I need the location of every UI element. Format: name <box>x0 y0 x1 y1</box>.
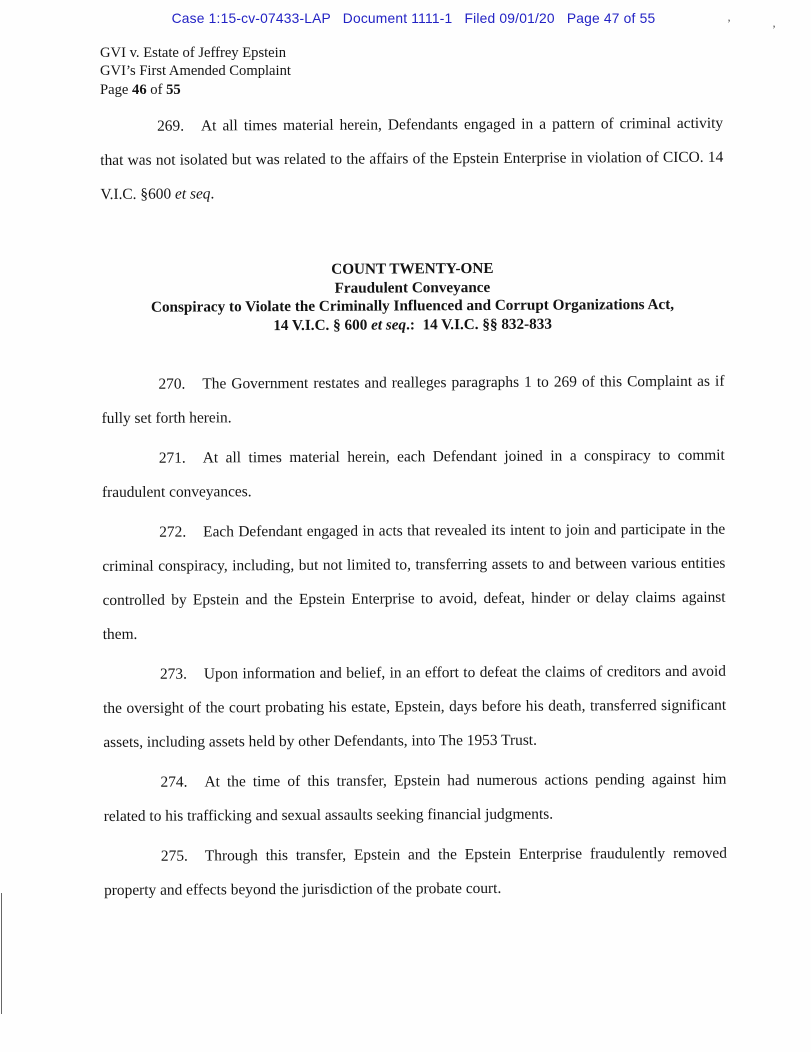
paragraph-text: At the time of this transfer, Epstein had numerous actions pending against him related to his trafficking and sexual assaults seeking financial judgments. <box>103 771 727 826</box>
count-subtitle: Fraudulent Conveyance <box>334 278 491 297</box>
count-statute-line <box>101 315 724 337</box>
paragraph-269 <box>100 107 724 212</box>
count-title: COUNT TWENTY-ONE <box>331 259 494 278</box>
paragraph-number: 274. <box>160 773 188 792</box>
page-number: 46 <box>132 81 147 98</box>
paragraph-270 <box>101 365 724 436</box>
page-label-prefix: Page <box>100 81 133 98</box>
paragraph-number: 273. <box>159 665 187 684</box>
page-total: 55 <box>166 81 181 98</box>
document-header <box>100 44 291 99</box>
scan-speck: ’ <box>772 22 776 36</box>
paragraph-text: Through this transfer, Epstein and the Epstein Enterprise fraudulently removed property and effects beyond the jurisdiction of the probate court. <box>104 845 727 900</box>
count-description: Conspiracy to Violate the Criminally Influenced and Corrupt Organizations Act, <box>150 296 675 316</box>
page-number-line <box>100 81 291 99</box>
statute-text: 14 V.I.C. § 600 <box>273 316 372 334</box>
ecf-header-stamp: Case 1:15-cv-07433-LAP Document 1111-1 Filed 09/01/20 Page 47 of 55 <box>171 11 656 26</box>
case-caption-line: GVI v. Estate of Jeffrey Epstein <box>100 45 287 61</box>
paragraph-text: At all times material herein, each Defendant joined in a conspiracy to commit fraudulent conveyances. <box>101 447 725 502</box>
paragraph-271 <box>102 439 725 510</box>
document-body <box>100 107 727 909</box>
paragraph-number: 270. <box>158 375 186 394</box>
paragraph-274 <box>103 763 726 834</box>
page-label-of: of <box>146 81 167 98</box>
paragraph-text: Each Defendant engaged in acts that revealed its intent to join and participate in the criminal conspiracy, including, but not limited to, transferring assets to and between various entities controlled by Epstein and the Epstein Enterprise to avoid, defeat, hinder or delay claims against them. <box>102 521 726 644</box>
paragraph-text: The Government restates and realleges paragraphs 1 to 269 of this Complaint as if fully set forth herein. <box>101 373 725 428</box>
paragraph-text: . <box>210 185 215 203</box>
paragraph-text: Upon information and belief, in an effort to defeat the claims of creditors and avoid the oversight of the court probating his estate, Epstein, days before his death, transferred significant assets, including assets held by other Defendants, into The 1953 Trust. <box>103 663 727 752</box>
latin-phrase: et seq <box>371 316 407 334</box>
paragraph-number: 271. <box>158 449 186 468</box>
scan-speck: ’ <box>727 16 731 30</box>
paragraph-273 <box>103 655 727 760</box>
count-heading <box>101 259 724 337</box>
paragraph-number: 272. <box>159 523 187 542</box>
scan-edge-artifact <box>1 893 2 1014</box>
statute-text: .: 14 V.I.C. §§ 832-833 <box>406 315 552 334</box>
paragraph-number: 275. <box>160 847 188 866</box>
paragraph-272 <box>102 513 726 652</box>
paragraph-text: At all times material herein, Defendants engaged in a pattern of criminal activity that was not isolated but was related to the affairs of the Epstein Enterprise in violation of CICO. 14 V.I.C. §600 <box>100 114 724 203</box>
paragraph-number: 269. <box>157 117 185 135</box>
latin-phrase: et seq <box>174 185 211 203</box>
paragraph-275 <box>104 837 727 908</box>
document-title-line: GVI’s First Amended Complaint <box>100 63 291 80</box>
